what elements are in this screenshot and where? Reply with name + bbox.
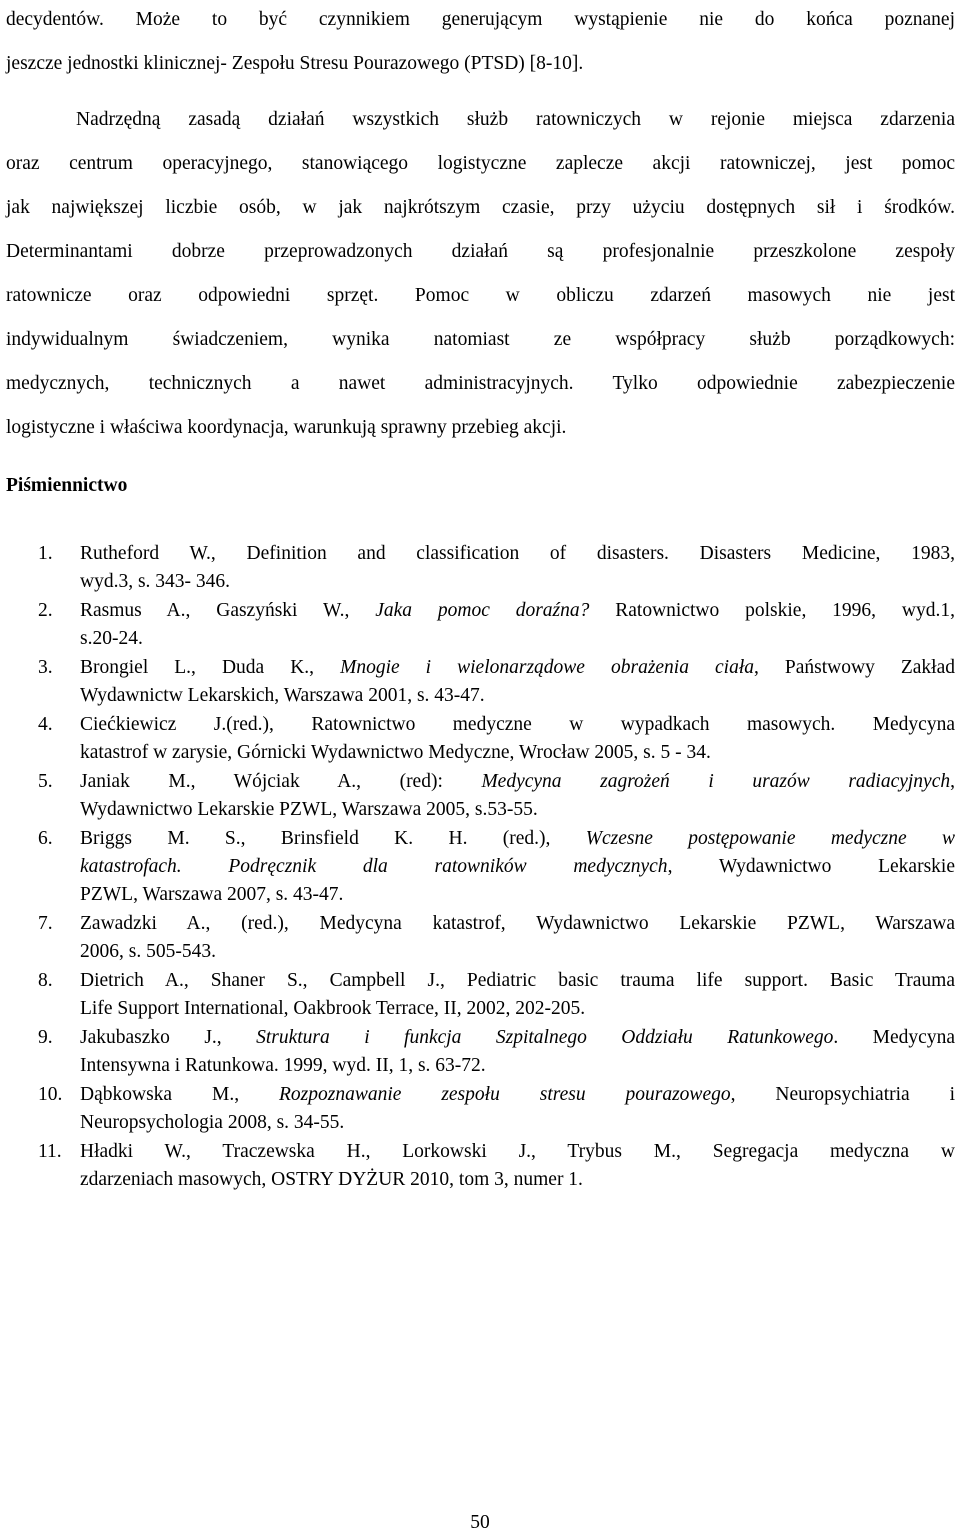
reference-title: Medycyna zagrożeń i urazów radiacyjnych — [481, 771, 951, 792]
reference-text: Life Support International, Oakbrook Terrace, II, 2002, 202-205. — [80, 998, 586, 1019]
reference-item — [6, 711, 955, 767]
reference-text: Wydawnictwo Lekarskie PZWL, Warszawa 2005, s.53-55. — [80, 799, 538, 820]
reference-item — [6, 910, 955, 966]
reference-title: Rozpoznawanie zespołu stresu pourazowego — [278, 1084, 731, 1105]
references-list — [6, 540, 955, 1195]
reference-line — [80, 1024, 955, 1052]
reference-number: 8. — [38, 970, 53, 991]
reference-line — [80, 1109, 955, 1137]
text-line: indywidualnym świadczeniem, wynika natomiast ze współpracy służb porządkowych: — [6, 329, 955, 350]
reference-item — [6, 1081, 955, 1137]
reference-item — [6, 540, 955, 596]
text-line: medycznych, technicznych a nawet administracyjnych. Tylko odpowiednie zabezpieczenie — [6, 373, 955, 394]
reference-text: , — [950, 771, 955, 792]
reference-text: Dąbkowska M., — [80, 1084, 279, 1105]
reference-text: s.20-24. — [80, 628, 143, 649]
reference-text: Wydawnictw Lekarskich, Warszawa 2001, s. 43-47. — [80, 685, 485, 706]
reference-line — [80, 739, 955, 767]
reference-line — [80, 853, 955, 881]
reference-number: 6. — [38, 828, 53, 849]
reference-line — [80, 910, 955, 938]
reference-text: Ciećkiewicz J.(red.), Ratownictwo medyczne w wypadkach masowych. Medycyna — [80, 714, 955, 735]
reference-item — [6, 1024, 955, 1080]
reference-line — [80, 1081, 955, 1109]
reference-line — [80, 540, 955, 568]
reference-number: 3. — [38, 657, 53, 678]
reference-item — [6, 825, 955, 909]
reference-title: katastrofach. Podręcznik dla ratowników medycznych — [80, 856, 668, 877]
reference-line — [80, 768, 955, 796]
reference-number: 4. — [38, 714, 53, 735]
reference-text: Janiak M., Wójciak A., (red): — [80, 771, 482, 792]
references-heading: Piśmiennictwo — [6, 475, 128, 496]
reference-text: 2006, s. 505-543. — [80, 941, 216, 962]
page-number: 50 — [470, 1512, 490, 1533]
text-line: jak największej liczbie osób, w jak najkrótszym czasie, przy użyciu dostępnych sił i środków. — [6, 197, 955, 218]
reference-text: Brongiel L., Duda K., — [80, 657, 341, 678]
reference-text: wyd.3, s. 343- 346. — [80, 571, 231, 592]
reference-title: Jaka pomoc doraźna? — [375, 600, 590, 621]
text-line: oraz centrum operacyjnego, stanowiącego logistyczne zaplecze akcji ratowniczej, jest pomoc — [6, 153, 955, 174]
reference-number: 10. — [38, 1084, 63, 1105]
reference-title: Mnogie i wielonarządowe obrażenia ciała — [340, 657, 754, 678]
text-line: jeszcze jednostki klinicznej- Zespołu Stresu Pourazowego (PTSD) [8-10]. — [6, 53, 584, 74]
reference-number: 5. — [38, 771, 53, 792]
reference-title: Wczesne postępowanie medyczne w — [585, 828, 955, 849]
reference-text: PZWL, Warszawa 2007, s. 43-47. — [80, 884, 344, 905]
reference-item — [6, 597, 955, 653]
reference-text: Intensywna i Ratunkowa. 1999, wyd. II, 1, s. 63-72. — [80, 1055, 486, 1076]
reference-title: Struktura i funkcja Szpitalnego Oddziału Ratunkowego — [256, 1027, 834, 1048]
text-line: Determinantami dobrze przeprowadzonych działań są profesjonalnie przeszkolone zespoły — [6, 241, 955, 262]
reference-line — [80, 967, 955, 995]
text-line: ratownicze oraz odpowiedni sprzęt. Pomoc w obliczu zdarzeń masowych nie jest — [6, 285, 955, 306]
reference-item — [6, 768, 955, 824]
reference-text: Jakubaszko J., — [80, 1027, 257, 1048]
paragraph-2 — [6, 98, 955, 450]
reference-line — [80, 881, 955, 909]
reference-text: , Neuropsychiatria i — [730, 1084, 956, 1105]
reference-text: Neuropsychologia 2008, s. 34-55. — [80, 1112, 345, 1133]
reference-line — [80, 597, 955, 625]
reference-text: zdarzeniach masowych, OSTRY DYŻUR 2010, tom 3, numer 1. — [80, 1169, 583, 1190]
reference-line — [80, 938, 955, 966]
reference-line — [80, 995, 955, 1023]
text-line: Nadrzędną zasadą działań wszystkich służb ratowniczych w rejonie miejsca zdarzenia — [76, 109, 955, 130]
reference-number: 11. — [38, 1141, 62, 1162]
reference-number: 9. — [38, 1027, 53, 1048]
reference-item — [6, 1138, 955, 1194]
reference-text: . Medycyna — [833, 1027, 955, 1048]
reference-text: Briggs M. S., Brinsfield K. H. (red.), — [80, 828, 586, 849]
paragraph-1 — [6, 0, 955, 86]
reference-line — [80, 625, 955, 653]
reference-text: Zawadzki A., (red.), Medycyna katastrof, Wydawnictwo Lekarskie PZWL, Warszawa — [80, 913, 955, 934]
reference-text: Rasmus A., Gaszyński W., — [80, 600, 376, 621]
reference-text: Ratownictwo polskie, 1996, wyd.1, — [589, 600, 955, 621]
reference-text: , Wydawnictwo Lekarskie — [667, 856, 955, 877]
reference-number: 7. — [38, 913, 53, 934]
reference-text: Hładki W., Traczewska H., Lorkowski J., Trybus M., Segregacja medyczna w — [80, 1141, 955, 1162]
text-line: logistyczne i właściwa koordynacja, warunkują sprawny przebieg akcji. — [6, 417, 567, 438]
reference-number: 2. — [38, 600, 53, 621]
reference-text: Rutheford W., Definition and classification of disasters. Disasters Medicine, 1983, — [80, 543, 955, 564]
reference-text: , Państwowy Zakład — [754, 657, 955, 678]
reference-line — [80, 654, 955, 682]
reference-line — [80, 682, 955, 710]
reference-text: katastrof w zarysie, Górnicki Wydawnictwo Medyczne, Wrocław 2005, s. 5 - 34. — [80, 742, 711, 763]
reference-text: Dietrich A., Shaner S., Campbell J., Pediatric basic trauma life support. Basic Trauma — [80, 970, 955, 991]
reference-item — [6, 967, 955, 1023]
reference-number: 1. — [38, 543, 53, 564]
reference-line — [80, 568, 955, 596]
reference-line — [80, 711, 955, 739]
reference-line — [80, 1166, 955, 1194]
reference-line — [80, 1052, 955, 1080]
text-line: decydentów. Może to być czynnikiem generującym wystąpienie nie do końca poznanej — [6, 9, 955, 30]
reference-line — [80, 1138, 955, 1166]
reference-item — [6, 654, 955, 710]
reference-line — [80, 796, 955, 824]
reference-line — [80, 825, 955, 853]
